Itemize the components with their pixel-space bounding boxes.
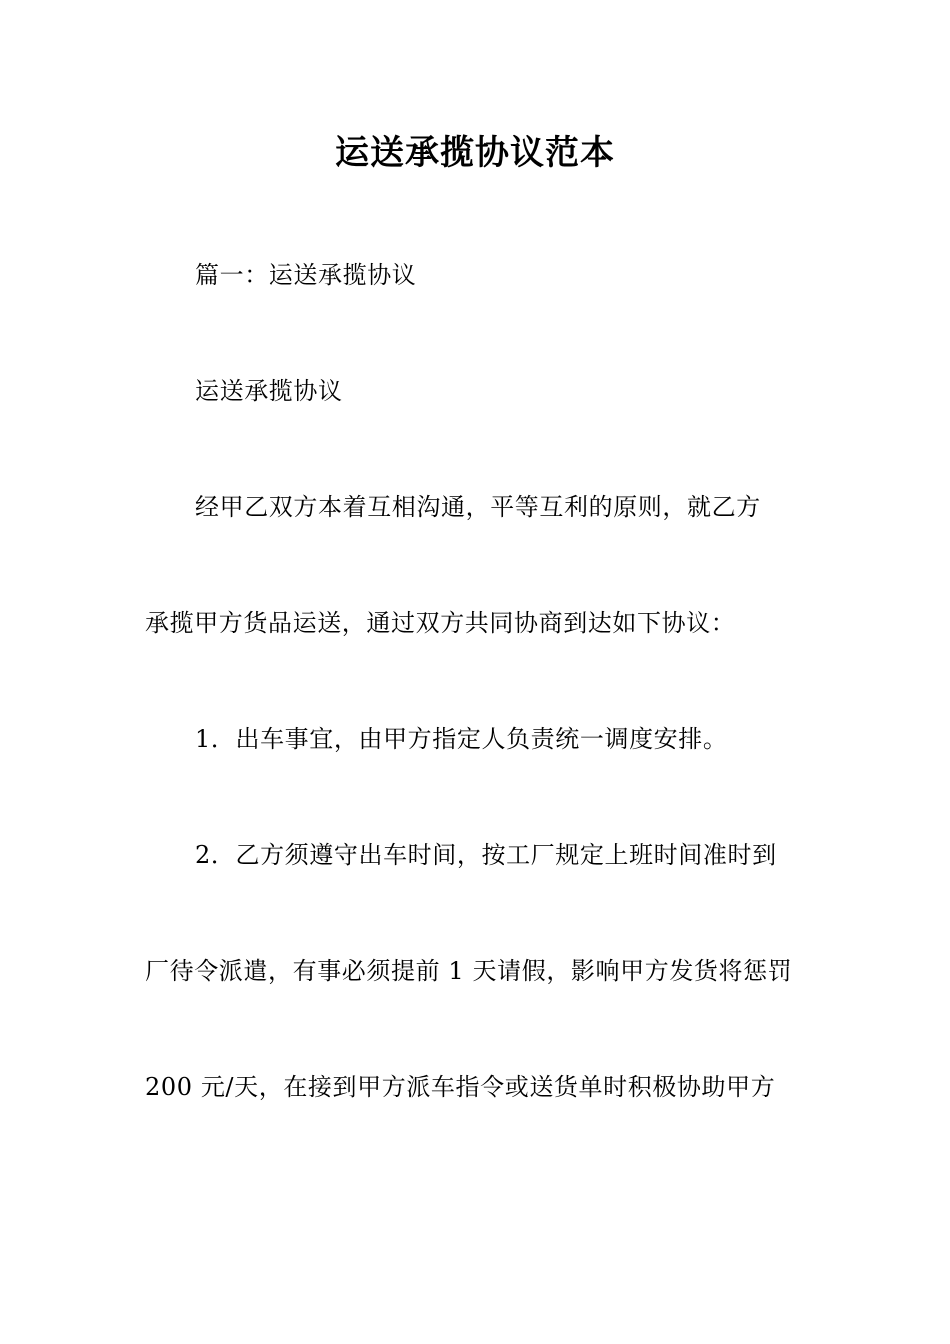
- clause-line: 厂待令派遣，有事必须提前 1 天请假，影响甲方发货将惩罚: [145, 957, 793, 985]
- section-heading: 篇一：运送承揽协议: [195, 261, 417, 289]
- paragraph-line: 经甲乙双方本着互相沟通，平等互利的原则，就乙方: [195, 493, 761, 521]
- clause-line: 200 元/天，在接到甲方派车指令或送货单时积极协助甲方: [145, 1073, 776, 1101]
- paragraph-line: 承揽甲方货品运送，通过双方共同协商到达如下协议：: [145, 609, 736, 637]
- sub-heading: 运送承揽协议: [195, 377, 343, 405]
- clause-line: 2．乙方须遵守出车时间，按工厂规定上班时间准时到: [195, 841, 777, 869]
- document-title: 运送承揽协议范本: [335, 133, 615, 173]
- clause-line: 1．出车事宜，由甲方指定人负责统一调度安排。: [195, 725, 728, 753]
